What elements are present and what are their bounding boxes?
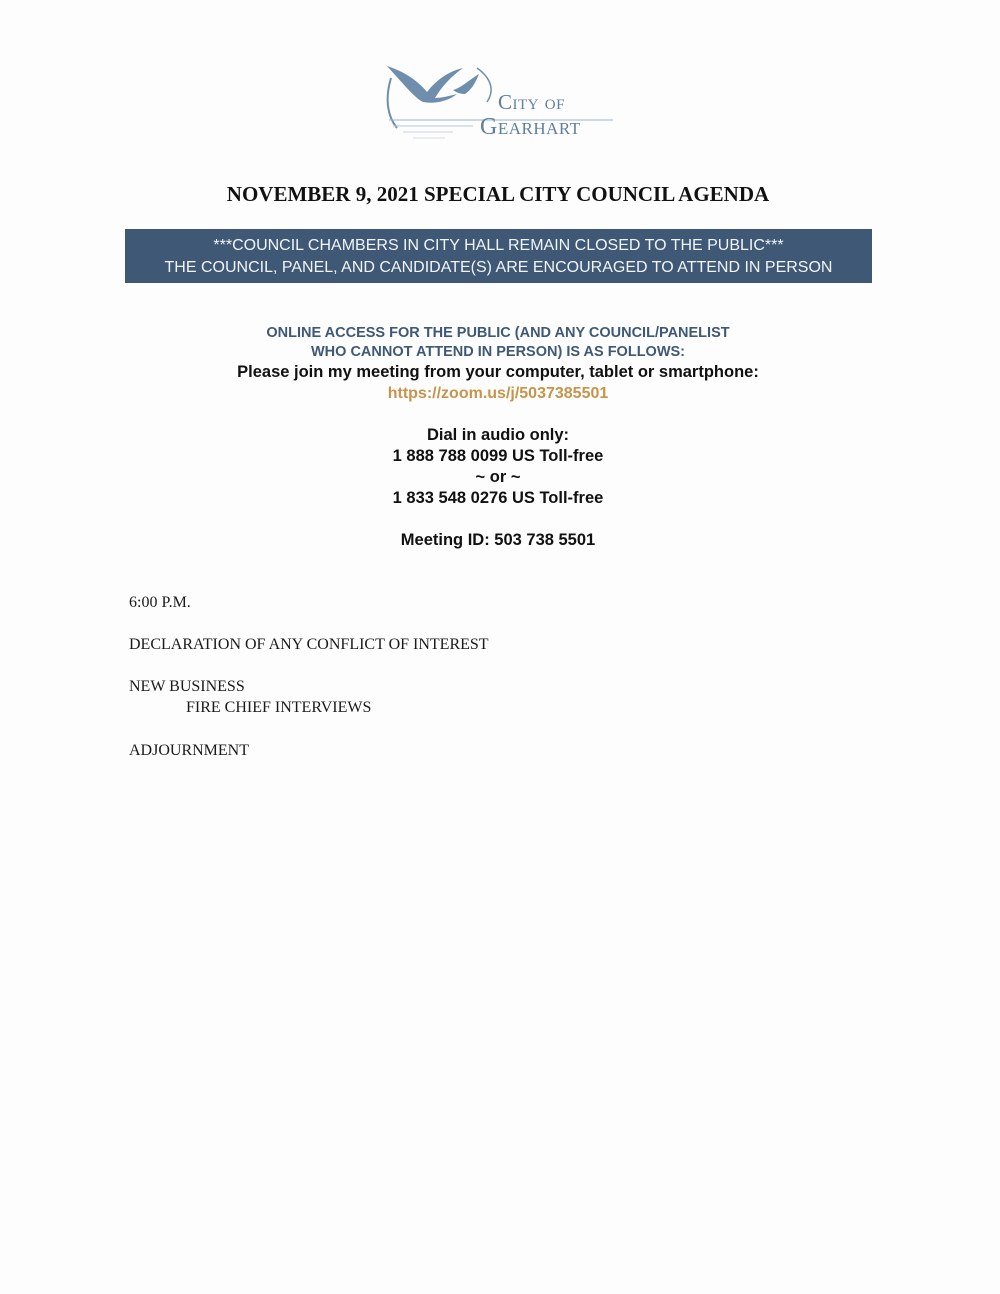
dial-number-1: 1 888 788 0099 US Toll-free <box>392 447 604 465</box>
dial-in-section <box>0 425 996 509</box>
banner-line-2: THE COUNCIL, PANEL, AND CANDIDATE(S) ARE ENCOURAGED TO ATTEND IN PERSON <box>164 259 833 276</box>
zoom-link[interactable]: https://zoom.us/j/5037385501 <box>387 385 609 402</box>
access-line-2: WHO CANNOT ATTEND IN PERSON) IS AS FOLLOWS: <box>310 344 686 360</box>
access-line-1: ONLINE ACCESS FOR THE PUBLIC (AND ANY COUNCIL/PANELIST <box>266 325 730 341</box>
logo-gearhart: Gearhart <box>480 114 581 140</box>
meeting-id: Meeting ID: 503 738 5501 <box>400 531 596 549</box>
agenda-time: 6:00 P.M. <box>129 594 191 611</box>
banner-line-1: ***COUNCIL CHAMBERS IN CITY HALL REMAIN CLOSED TO THE PUBLIC*** <box>213 237 784 254</box>
agenda-item-new-business: NEW BUSINESS <box>129 678 245 695</box>
logo-city-of: City of <box>498 90 565 114</box>
dial-or: ~ or ~ <box>475 468 521 486</box>
agenda-item-declaration: DECLARATION OF ANY CONFLICT OF INTEREST <box>129 636 489 653</box>
page-title: NOVEMBER 9, 2021 SPECIAL CITY COUNCIL AGENDA <box>226 182 770 206</box>
agenda-subitem-fire-chief: FIRE CHIEF INTERVIEWS <box>186 699 372 716</box>
join-instructions: Please join my meeting from your computer, tablet or smartphone: <box>237 363 759 381</box>
logo-wordmark <box>480 92 581 139</box>
dial-heading: Dial in audio only: <box>426 426 570 444</box>
online-access-section <box>0 324 996 405</box>
agenda-item-adjournment: ADJOURNMENT <box>129 742 249 759</box>
closure-banner <box>125 229 872 283</box>
dial-number-2: 1 833 548 0276 US Toll-free <box>392 489 604 507</box>
